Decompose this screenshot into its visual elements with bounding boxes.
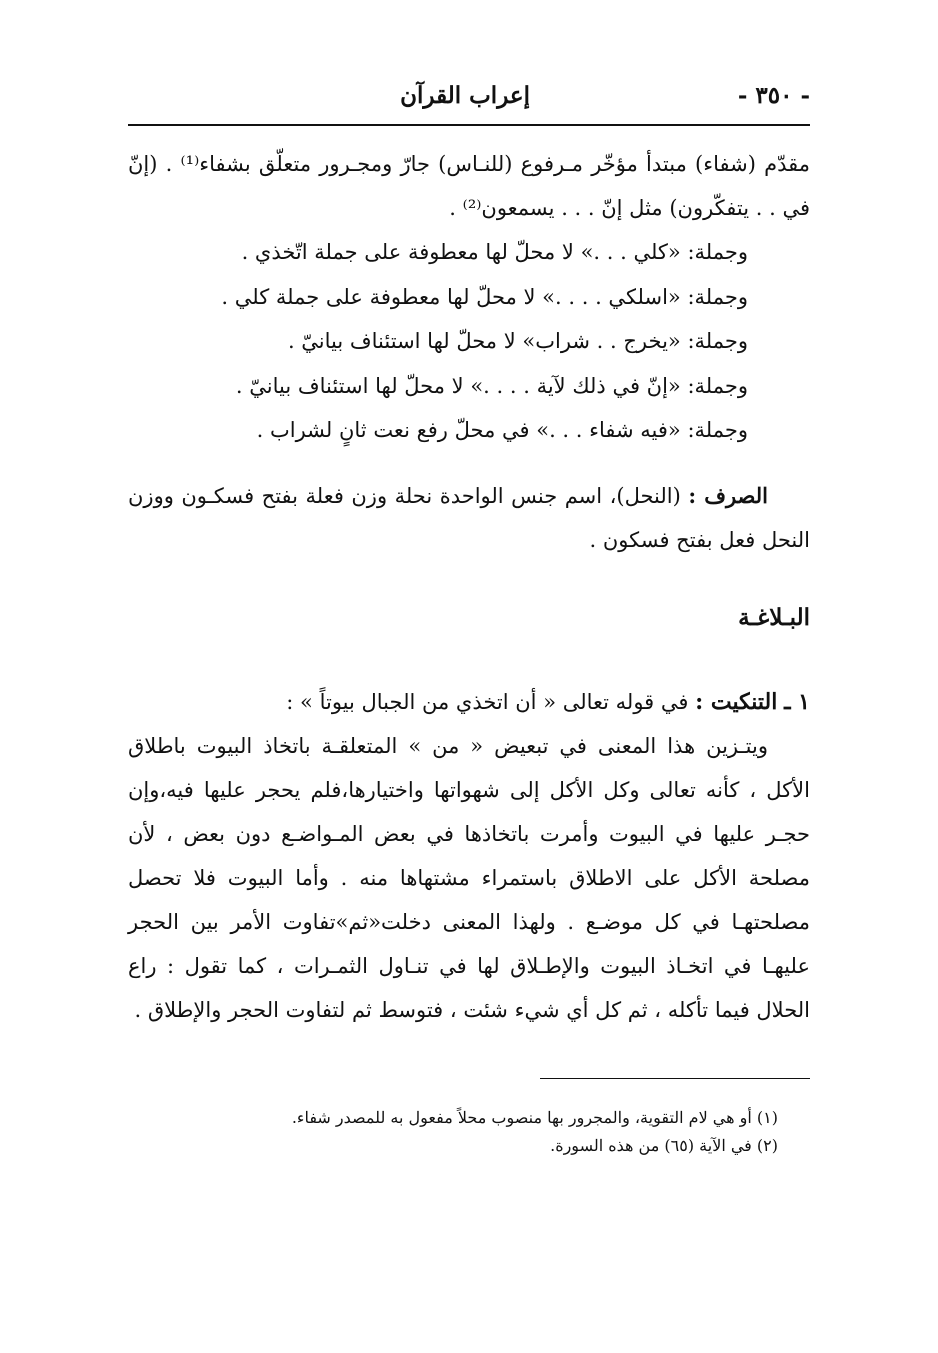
footnote: (٢) في الآية (٦٥) من هذه السورة.: [550, 1136, 778, 1155]
sentence-line: وجملة: «اسلكي . . . .» لا محلّ لها معطوفة على جملة كلي .: [221, 284, 748, 309]
page-number: - ٣٥٠ -: [737, 82, 810, 109]
sarf-text: (النحل)، اسم جنس الواحدة نحلة وزن فعلة بفتح فسكـون ووزن النحل فعل بفتح فسكون .: [128, 484, 810, 552]
paragraph-irab-continuation: مقدّم (شفاء) مبتدأ مؤخّر مـرفوع (للنـاس) جارّ ومجـرور متعلّق بشفاء⁽¹⁾ . (إنّ في . . يتفكّرون) مثل إنّ . . . يسمعون⁽²⁾ .: [128, 152, 810, 220]
point-heading: [128, 680, 810, 724]
point-number: ١ ـ: [784, 689, 810, 715]
sarf-label: الصرف :: [688, 483, 768, 508]
sentence-line: وجملة: «فيه شفاء . . .» في محلّ رفع نعت ثانٍ لشراب .: [256, 418, 748, 442]
footnote: (١) أو هي لام التقوية، والمجرور بها منصوب محلاً مفعول به للمصدر شفاء.: [291, 1108, 778, 1127]
footnote-rule: [540, 1078, 810, 1079]
sentences-list: [188, 230, 748, 453]
point-text: في قوله تعالى « أن اتخذي من الجبال بيوتاً » :: [286, 690, 696, 714]
sentence-line: وجملة: «كلي . . .» لا محلّ لها معطوفة على جملة اتّخذي .: [241, 240, 748, 264]
header-rule: [128, 124, 810, 126]
page-header: [128, 82, 810, 116]
sentence-line: وجملة: «إنّ في ذلك لآية . . . .» لا محلّ لها استئناف بيانيّ .: [235, 373, 748, 398]
sentence-line: وجملة: «يخرج . . شراب» لا محلّ لها استئناف بيانيّ .: [287, 329, 748, 353]
balagha-body-paragraph: ويتـزين هذا المعنى في تبعيض « من » المتعلقـة باتخاذ البيوت باطلاق الأكل ، كأنه تعالى وكل الأكل إلى شهواتها واختيارها،فلم يحجر عليها فيه،وإن حجـر عليها في البيوت وأمرت باتخاذها في بعض المـواضـع دون بعض ، لأن مصلحة الأكل على الاطلاق باستمراء مشتهاها منه . وأما البيوت فلا تحصل مصلحتهـا في كل موضـع . ولهذا المعنى دخلت«ثم»تفاوت الأمر بين الحجر عليهـا في اتخـاذ البيوت والإطـلاق لها في تنـاول الثمـرات ، كما تقول : راع الحلال فيما تأكله ، ثم كل أي شيء شئت ، فتوسط ثم لتفاوت الحجر والإطلاق .: [128, 734, 810, 1022]
point-term: التنكيت :: [695, 689, 778, 715]
section-title-balagha: البـلاغـة: [738, 604, 810, 631]
book-title: إعراب القرآن: [400, 82, 530, 109]
footnotes: [138, 1104, 778, 1160]
sarf-paragraph: [128, 474, 810, 562]
